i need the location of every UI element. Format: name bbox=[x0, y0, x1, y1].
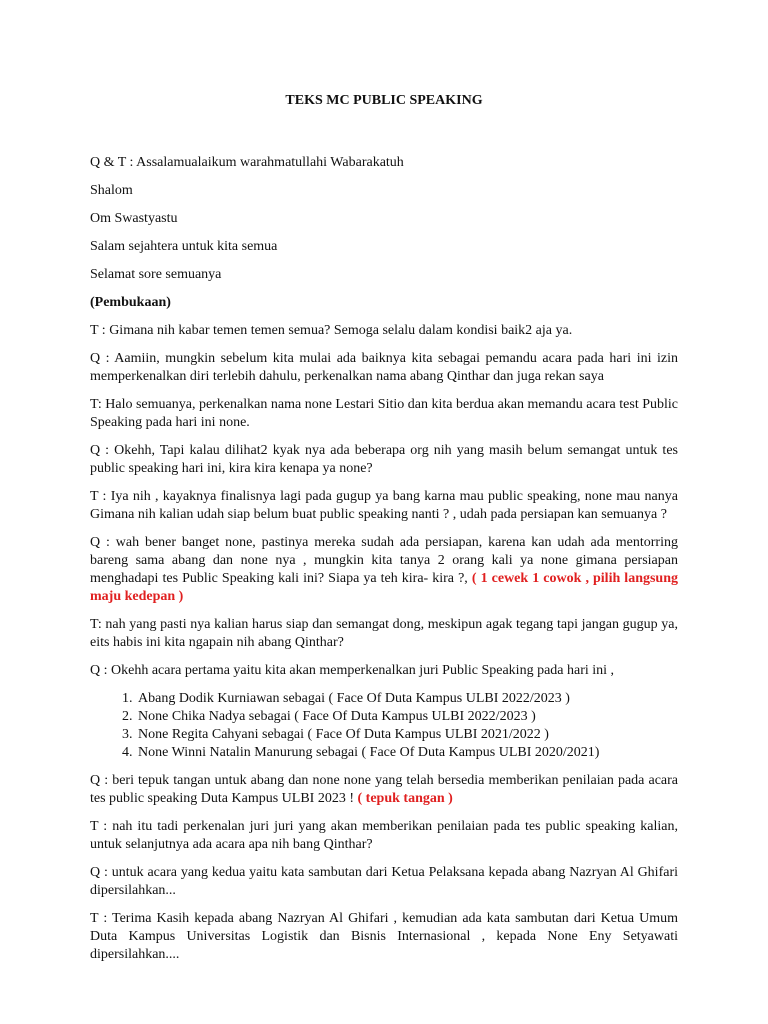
section-heading-opening: (Pembukaan) bbox=[90, 295, 171, 310]
document-title: TEKS MC PUBLIC SPEAKING bbox=[285, 93, 483, 108]
greeting-line: Q & T : Assalamualaikum warahmatullahi Wabarakatuh bbox=[90, 155, 404, 170]
greeting-line: Salam sejahtera untuk kita semua bbox=[90, 239, 278, 254]
greeting-line: Selamat sore semuanya bbox=[90, 267, 222, 282]
dialogue-paragraph: Q : Okehh acara pertama yaitu kita akan memperkenalkan juri Public Speaking pada hari ini , bbox=[90, 663, 615, 678]
stage-direction-note: ( 1 cewek 1 cowok , pilih langsung maju kedepan ) bbox=[90, 571, 679, 604]
dialogue-paragraph: Q : Aamiin, mungkin sebelum kita mulai ada baiknya kita sebagai pemandu acara pada hari ini izin memperkenalkan diri terlebih dahulu, perkenalkan nama abang Qinthar dan juga rekan saya bbox=[90, 351, 678, 384]
dialogue-paragraph: Q : untuk acara yang kedua yaitu kata sambutan dari Ketua Pelaksana kepada abang Nazryan Al Ghifari dipersilahkan... bbox=[90, 865, 678, 898]
jury-list-item: 1. Abang Dodik Kurniawan sebagai ( Face Of Duta Kampus ULBI 2022/2023 ) bbox=[136, 690, 678, 708]
dialogue-paragraph: T: nah yang pasti nya kalian harus siap dan semangat dong, meskipun agak tegang tapi jangan gugup ya, eits habis ini kita ngapain nih abang Qinthar? bbox=[90, 617, 678, 650]
jury-list-item: 2. None Chika Nadya sebagai ( Face Of Duta Kampus ULBI 2022/2023 ) bbox=[136, 708, 678, 726]
dialogue-text: Q : beri tepuk tangan untuk abang dan none none yang telah bersedia memberikan penilaian pada acara tes public speaking Duta Kampus ULBI 2023 ! bbox=[90, 773, 678, 806]
jury-list-item: 3. None Regita Cahyani sebagai ( Face Of Duta Kampus ULBI 2021/2022 ) bbox=[136, 726, 678, 744]
dialogue-paragraph bbox=[90, 534, 678, 606]
dialogue-paragraph: T : nah itu tadi perkenalan juri juri yang akan memberikan penilaian pada tes public speaking kalian, untuk selanjutnya ada acara apa nih bang Qinthar? bbox=[90, 819, 678, 852]
dialogue-text: Q : wah bener banget none, pastinya mereka sudah ada persiapan, karena kan udah ada mentorring bareng sama abang dan none nya , mungkin kita tanya 2 orang kali ya none gimana persiapan menghadapi tes Public Speaking kali ini? Siapa ya teh kira- kira ?, bbox=[90, 535, 678, 586]
jury-list-item: 4. None Winni Natalin Manurung sebagai ( Face Of Duta Kampus ULBI 2020/2021) bbox=[136, 744, 678, 762]
dialogue-paragraph: T : Iya nih , kayaknya finalisnya lagi pada gugup ya bang karna mau public speaking, none mau nanya Gimana nih kalian udah siap belum buat public speaking nanti ? , udah pada persiapan kan semuanya ? bbox=[90, 489, 678, 522]
greeting-line: Om Swastyastu bbox=[90, 211, 178, 226]
dialogue-paragraph: T: Halo semuanya, perkenalkan nama none Lestari Sitio dan kita berdua akan memandu acara test Public Speaking pada hari ini none. bbox=[90, 397, 678, 430]
stage-direction-note: ( tepuk tangan ) bbox=[357, 791, 453, 806]
dialogue-paragraph: Q : Okehh, Tapi kalau dilihat2 kyak nya ada beberapa org nih yang masih belum semangat untuk tes public speaking hari ini, kira kira kenapa ya none? bbox=[90, 443, 678, 476]
document-page bbox=[90, 92, 678, 974]
dialogue-paragraph: T : Gimana nih kabar temen temen semua? Semoga selalu dalam kondisi baik2 aja ya. bbox=[90, 323, 573, 338]
greeting-line: Shalom bbox=[90, 183, 133, 198]
dialogue-paragraph bbox=[90, 772, 678, 808]
dialogue-paragraph: T : Terima Kasih kepada abang Nazryan Al Ghifari , kemudian ada kata sambutan dari Ketua Umum Duta Kampus Universitas Logistik dan Bisnis Internasional , kepada None Eny Setyawati dipersilahkan.... bbox=[90, 911, 678, 962]
jury-list bbox=[90, 690, 678, 762]
